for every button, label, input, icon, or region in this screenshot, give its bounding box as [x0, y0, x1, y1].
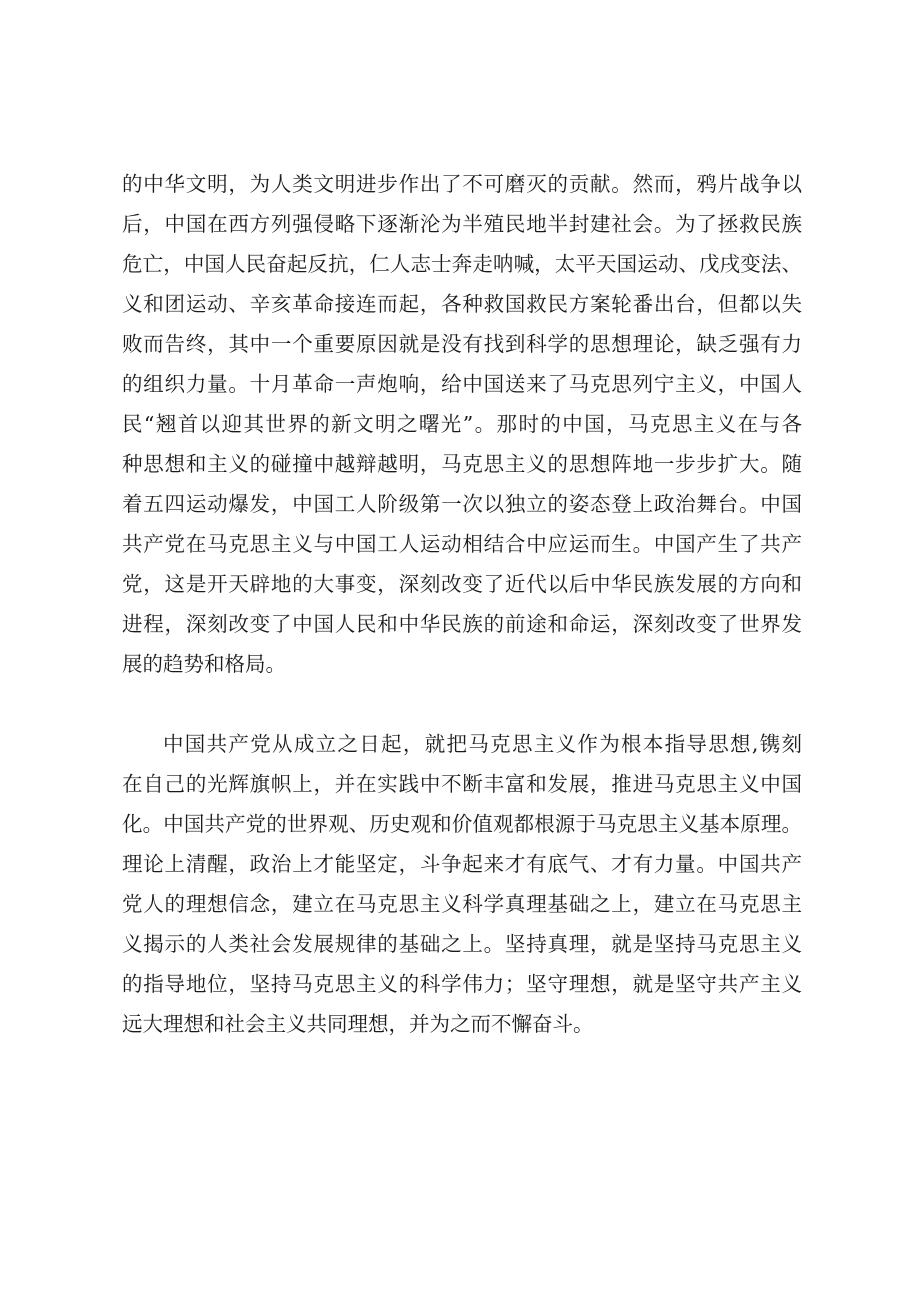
paragraph-line: 种思想和主义的碰撞中越辩越明，马克思主义的思想阵地一步步扩大。随	[122, 452, 802, 476]
paragraph-line: 在自己的光辉旗帜上，并在实践中不断丰富和发展，推进马克思主义中国	[122, 772, 802, 796]
paragraph-line: 败而告终，其中一个重要原因就是没有找到科学的思想理论，缺乏强有力	[122, 332, 802, 356]
paragraph-line: 理论上清醒，政治上才能坚定，斗争起来才有底气、才有力量。中国共产	[122, 852, 802, 876]
paragraph-line: 党，这是开天辟地的大事变，深刻改变了近代以后中华民族发展的方向和	[122, 572, 802, 596]
paragraph-line: 的指导地位，坚持马克思主义的科学伟力；坚守理想，就是坚守共产主义	[122, 972, 802, 996]
paragraph-line: 的中华文明，为人类文明进步作出了不可磨灭的贡献。然而，鸦片战争以	[122, 172, 802, 196]
paragraph-line: 义和团运动、辛亥革命接连而起，各种救国救民方案轮番出台，但都以失	[122, 292, 802, 316]
paragraph-1	[122, 164, 802, 684]
paragraph-line: 后，中国在西方列强侵略下逐渐沦为半殖民地半封建社会。为了拯救民族	[122, 212, 802, 236]
paragraph-line: 进程，深刻改变了中国人民和中华民族的前途和命运，深刻改变了世界发	[122, 612, 802, 636]
paragraph-line: 共产党在马克思主义与中国工人运动相结合中应运而生。中国产生了共产	[122, 532, 802, 556]
paragraph-line: 中国共产党从成立之日起，就把马克思主义作为根本指导思想,镌刻	[163, 732, 802, 756]
paragraph-line: 危亡，中国人民奋起反抗，仁人志士奔走呐喊，太平天国运动、戊戌变法、	[122, 252, 802, 276]
paragraph-line: 党人的理想信念，建立在马克思主义科学真理基础之上，建立在马克思主	[122, 892, 802, 916]
paragraph-line: 远大理想和社会主义共同理想，并为之而不懈奋斗。	[122, 1012, 594, 1036]
paragraph-line: 义揭示的人类社会发展规律的基础之上。坚持真理，就是坚持马克思主义	[122, 932, 802, 956]
paragraph-2	[122, 724, 802, 1044]
paragraph-line: 着五四运动爆发，中国工人阶级第一次以独立的姿态登上政治舞台。中国	[122, 492, 802, 516]
paragraph-line: 化。中国共产党的世界观、历史观和价值观都根源于马克思主义基本原理。	[122, 812, 802, 836]
paragraph-line: 的组织力量。十月革命一声炮响，给中国送来了马克思列宁主义，中国人	[122, 372, 802, 396]
paragraph-line: 展的趋势和格局。	[122, 652, 286, 676]
paragraph-line: 民“翘首以迎其世界的新文明之曙光”。那时的中国，马克思主义在与各	[122, 412, 802, 436]
